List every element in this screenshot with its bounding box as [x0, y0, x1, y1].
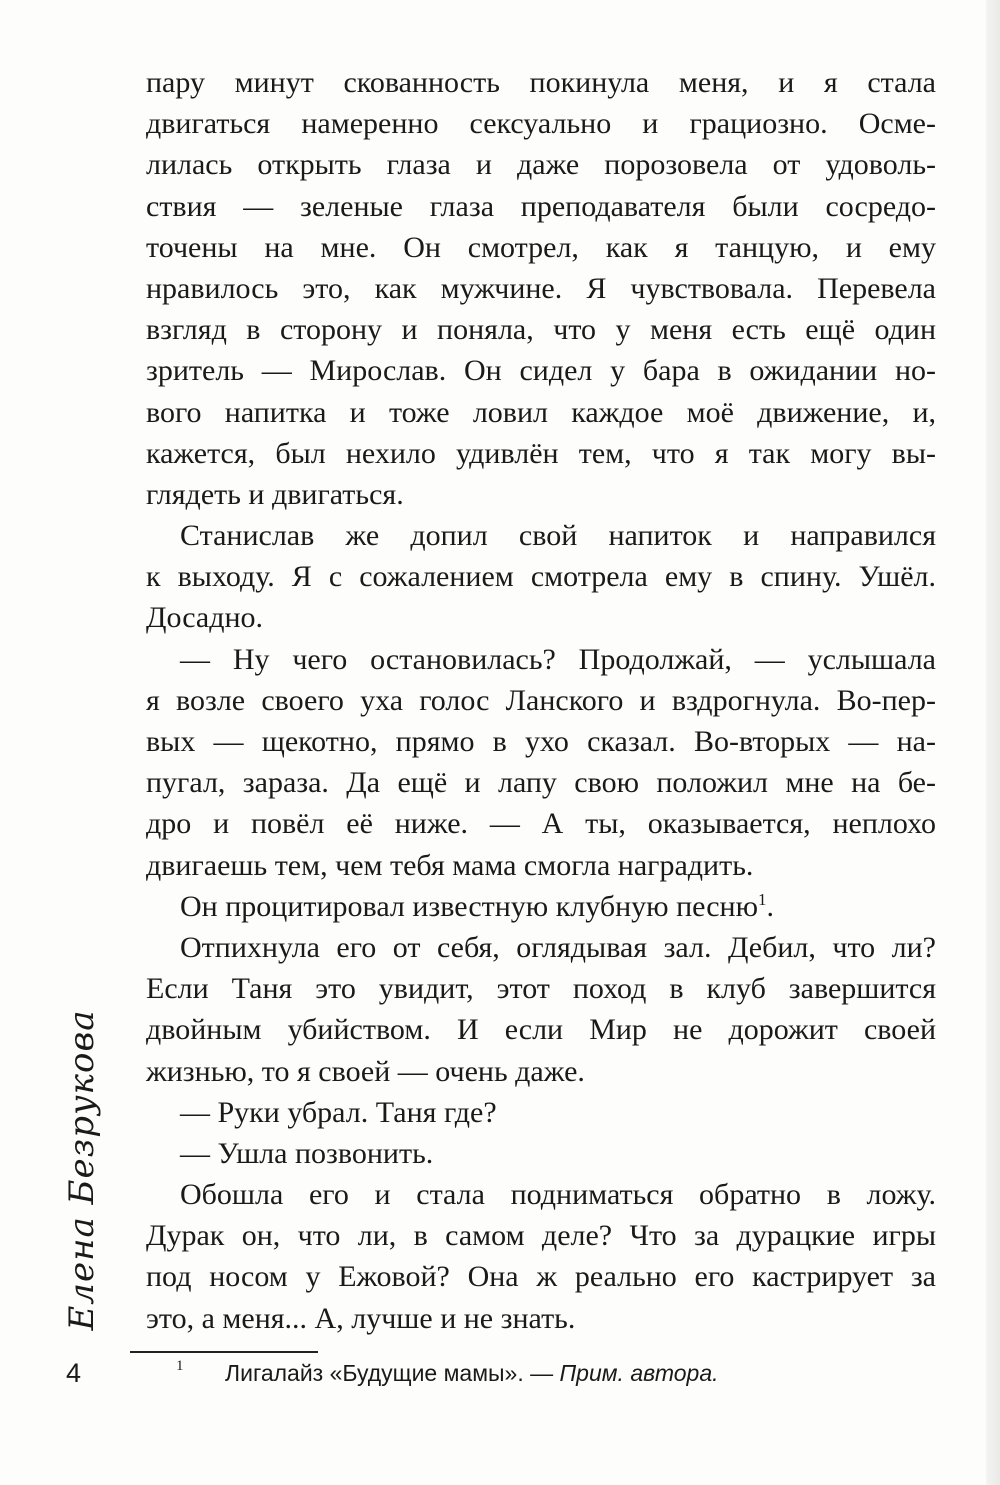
- text-line-content: двигаться намеренно сексуально и грациозно. Осме-: [146, 107, 936, 141]
- text-line: [146, 227, 936, 268]
- text-line: [146, 433, 936, 474]
- text-line: [146, 762, 936, 803]
- text-line: [146, 392, 936, 433]
- text-line: [146, 721, 936, 762]
- text-line-content: — Ну чего остановилась? Продолжай, — услышала: [180, 642, 936, 676]
- text-line: [146, 968, 936, 1009]
- footnote-text: Лигалайз «Будущие мамы». —: [225, 1360, 560, 1386]
- text-line: [146, 1298, 936, 1339]
- text-line-content: Станислав же допил свой напиток и направился: [180, 519, 936, 553]
- text-line: [146, 556, 936, 597]
- text-line-content: нравилось это, как мужчине. Я чувствовала. Перевела: [146, 271, 936, 305]
- author-name-vertical: Елена Безрукова: [62, 1009, 102, 1331]
- text-line-content: вых — щекотно, прямо в ухо сказал. Во-вторых — на-: [146, 725, 936, 758]
- text-line-content: взгляд в сторону и поняла, что у меня есть ещё один: [146, 313, 936, 347]
- text-line-content: двигаешь тем, чем тебя мама смогла наградить.: [146, 848, 754, 882]
- text-line: [146, 144, 936, 185]
- footnote-divider: [130, 1351, 318, 1353]
- body-text: [146, 62, 936, 1339]
- text-line-content: двойным убийством. И если Мир не дорожит своей: [146, 1013, 936, 1047]
- footnote-mark: 1: [176, 1358, 184, 1374]
- text-line: [146, 927, 936, 968]
- text-line: [146, 62, 936, 103]
- text-line-content: к выходу. Я с сожалением смотрела ему в спину. Ушёл.: [146, 560, 936, 594]
- text-line: [146, 350, 936, 391]
- text-line-content: Отпихнула его от себя, оглядывая зал. Дебил, что ли?: [180, 930, 936, 964]
- text-line-content: лилась открыть глаза и даже порозовела от удоволь-: [146, 148, 936, 182]
- text-line-content: я возле своего уха голос Ланского и вздрогнула. Во-пер-: [146, 683, 936, 717]
- text-line: [146, 1215, 936, 1256]
- text-line-content: точены на мне. Он смотрел, как я танцую, и ему: [146, 230, 936, 264]
- text-line: [146, 474, 936, 515]
- text-line-content: глядеть и двигаться.: [146, 477, 404, 511]
- text-line: [146, 515, 936, 556]
- text-line: [146, 1174, 936, 1215]
- text-line: [146, 803, 936, 844]
- text-line-tail: .: [766, 889, 774, 923]
- text-line-content: Он процитировал известную клубную песню: [180, 889, 758, 923]
- text-line-content: дро и повёл её ниже. — А ты, оказывается, неплохо: [146, 807, 936, 841]
- text-line: [146, 103, 936, 144]
- text-line-content: пару минут скованность покинула меня, и я стала: [146, 66, 936, 99]
- text-line-content: пугал, зараза. Да ещё и лапу свою положил мне на бе-: [146, 766, 936, 800]
- text-line: [146, 845, 936, 886]
- text-line: [146, 186, 936, 227]
- text-line-content: вого напитка и тоже ловил каждое моё движение, и,: [146, 395, 936, 429]
- text-line-content: Досадно.: [146, 601, 264, 635]
- text-line: [146, 597, 936, 638]
- page-edge: [986, 0, 1000, 1485]
- text-line: [146, 680, 936, 721]
- text-line: [146, 1256, 936, 1297]
- text-line: [146, 886, 936, 927]
- text-line-content: зритель — Мирослав. Он сидел у бара в ожидании но-: [146, 354, 936, 388]
- text-line: [146, 268, 936, 309]
- text-line: [146, 309, 936, 350]
- text-line: [146, 1133, 936, 1174]
- text-line-content: — Ушла позвонить.: [180, 1136, 434, 1170]
- footnote: [225, 1360, 719, 1387]
- text-line: [146, 1051, 936, 1092]
- text-line-content: жизнью, то я своей — очень даже.: [146, 1054, 585, 1088]
- text-line-content: Обошла его и стала подниматься обратно в ложу.: [180, 1178, 936, 1212]
- footnote-reference: 1: [758, 889, 767, 909]
- text-line-content: Если Таня это увидит, этот поход в клуб завершится: [146, 972, 936, 1006]
- text-line: [146, 1009, 936, 1050]
- text-line-content: это, а меня... А, лучше и не знать.: [146, 1301, 576, 1335]
- text-line-content: — Руки убрал. Таня где?: [180, 1095, 497, 1129]
- text-line-content: Дурак он, что ли, в самом деле? Что за дурацкие игры: [146, 1219, 936, 1253]
- text-line-content: под носом у Ежовой? Она ж реально его кастрирует за: [146, 1260, 936, 1294]
- text-line-content: ствия — зеленые глаза преподавателя были сосредо-: [146, 189, 936, 223]
- text-line-content: кажется, был нехило удивлён тем, что я так могу вы-: [146, 436, 936, 470]
- page-number: 4: [66, 1358, 82, 1388]
- text-line: [146, 1092, 936, 1133]
- footnote-note: Прим. автора.: [559, 1360, 719, 1386]
- text-line: [146, 639, 936, 680]
